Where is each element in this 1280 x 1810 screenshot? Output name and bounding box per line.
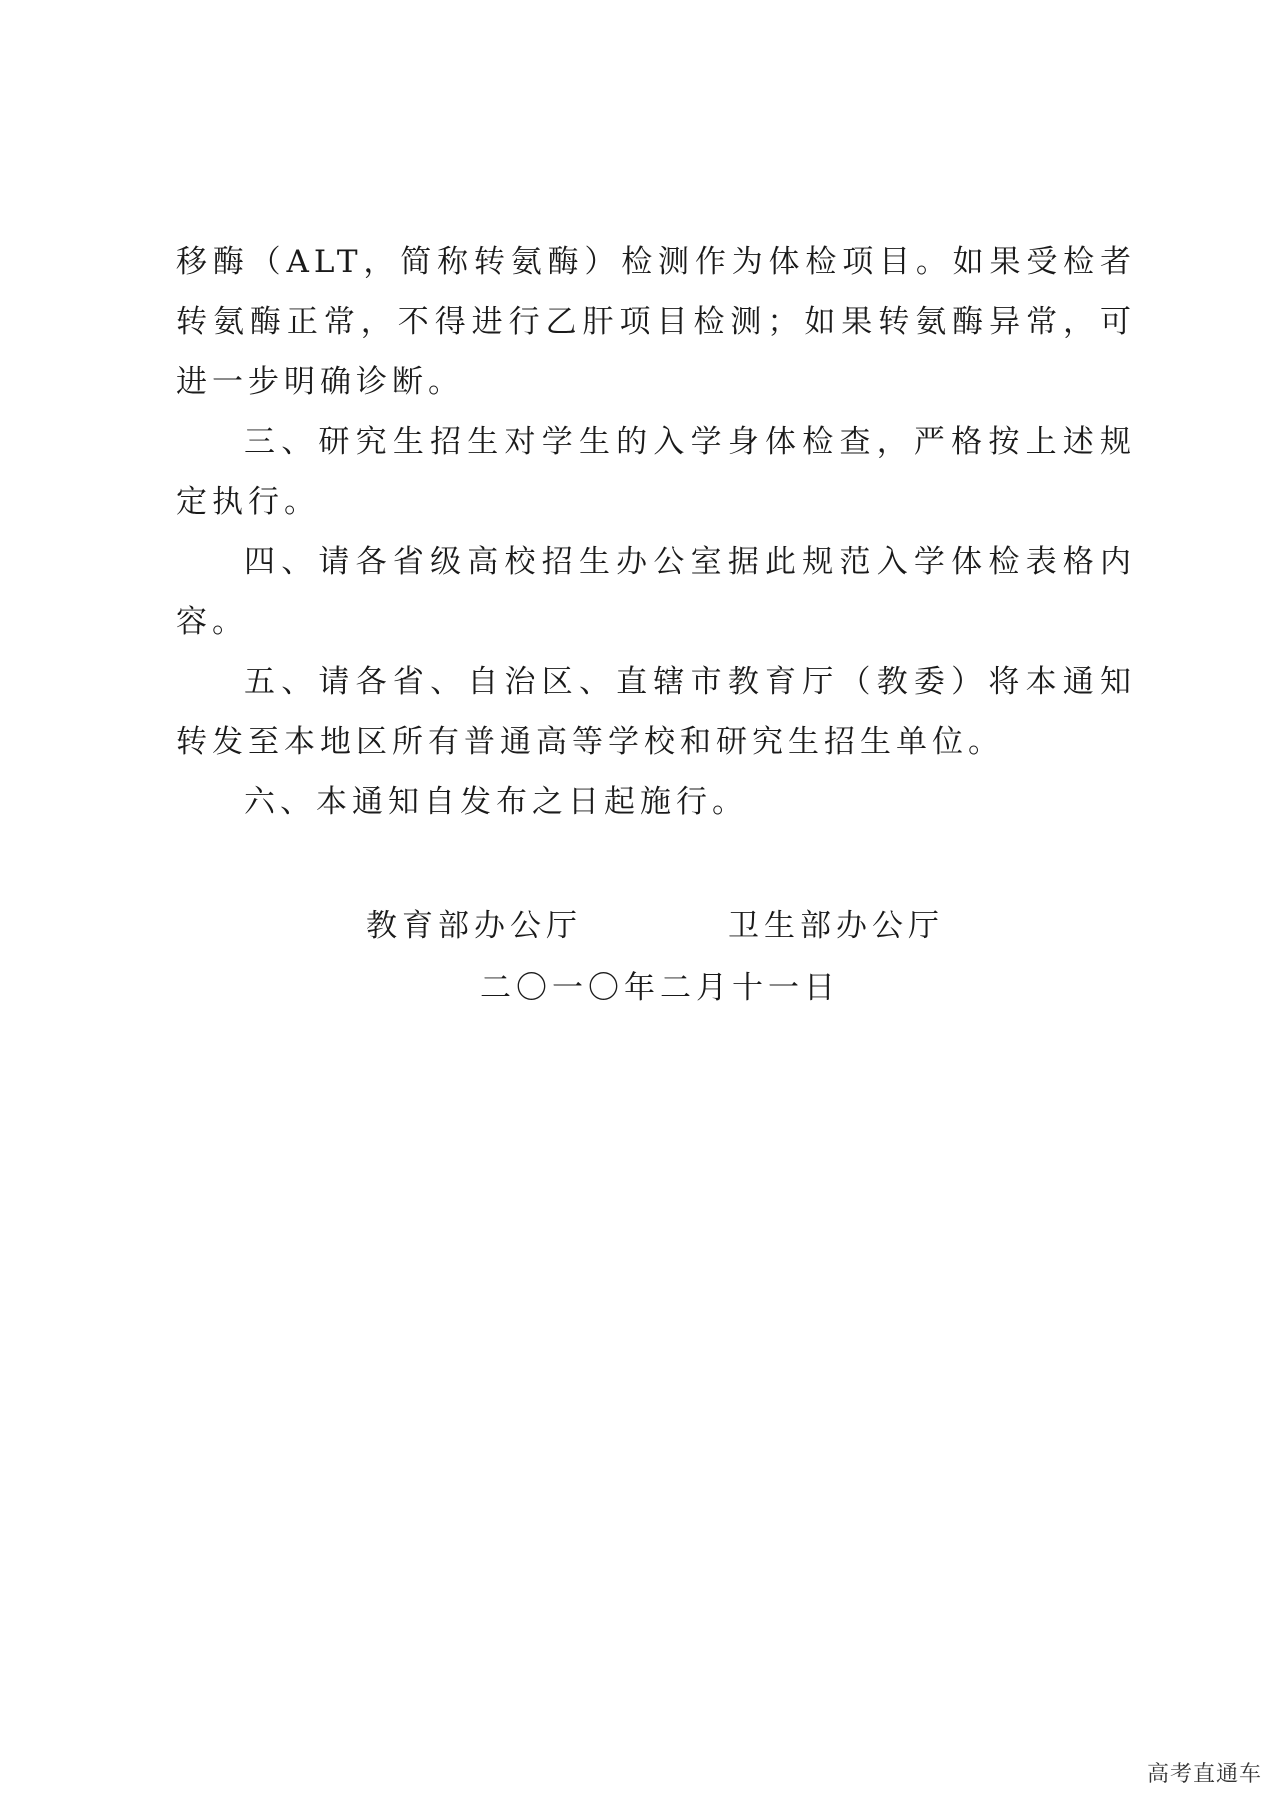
paragraph-item-five: 五、请各省、自治区、直辖市教育厅（教委）将本通知转发至本地区所有普通高等学校和研究生招生单位。 bbox=[176, 664, 1136, 760]
paragraph-item-three: 三、研究生招生对学生的入学身体检查，严格按上述规定执行。 bbox=[176, 424, 1136, 520]
paragraph-alt-test: 移酶（ALT，简称转氨酶）检测作为体检项目。如果受检者转氨酶正常，不得进行乙肝项目检测；如果转氨酶异常，可进一步明确诊断。 bbox=[176, 244, 1136, 400]
paragraph-item-six: 六、本通知自发布之日起施行。 bbox=[244, 784, 748, 820]
paragraph-item-four: 四、请各省级高校招生办公室据此规范入学体检表格内容。 bbox=[176, 544, 1136, 640]
document-body bbox=[176, 232, 1136, 832]
document-date: 二〇一〇年二月十一日 bbox=[480, 970, 840, 1006]
watermark: 高考直通车 bbox=[1146, 1762, 1262, 1787]
signature-block bbox=[0, 896, 1280, 956]
signature-moh-office: 卫生部办公厅 bbox=[728, 908, 944, 944]
signature-moe-office: 教育部办公厅 bbox=[366, 908, 582, 944]
